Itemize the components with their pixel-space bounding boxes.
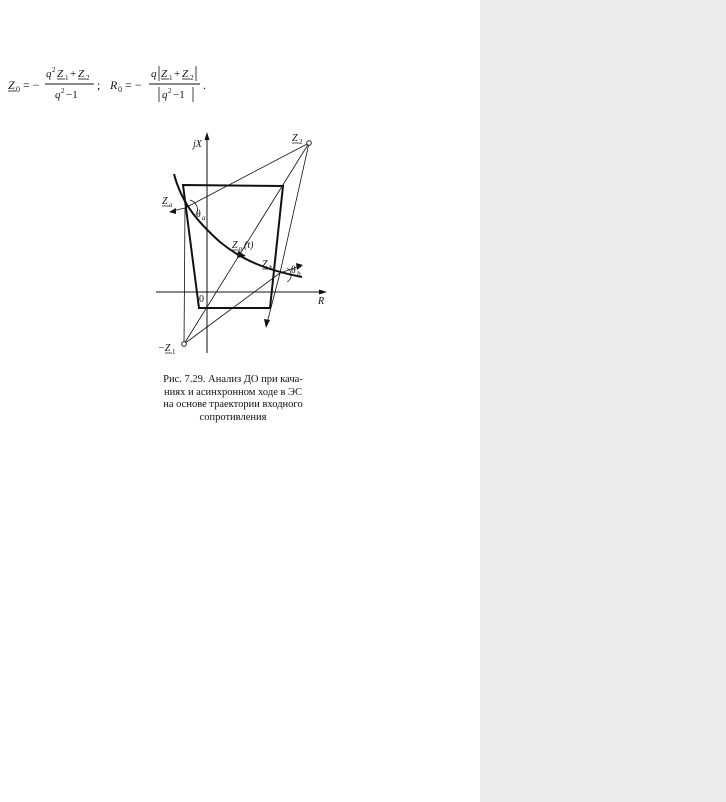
theta-a-label: θ bbox=[196, 209, 201, 220]
formula-num-q-exp: 2 bbox=[52, 66, 56, 74]
line-z2-to-zb bbox=[280, 143, 309, 273]
formula-r0-den-rest: −1 bbox=[173, 89, 185, 101]
formula-r0-equals-minus: = − bbox=[125, 78, 142, 92]
formula-r0-subscript: 0 bbox=[118, 85, 122, 94]
formula-period: . bbox=[203, 78, 206, 92]
zb-down-arrow-icon bbox=[264, 319, 270, 328]
formula-num-z2: Z bbox=[78, 68, 85, 80]
formula-den-rest: −1 bbox=[66, 89, 78, 101]
line-za-to-z2 bbox=[185, 143, 309, 208]
formula-num-z2-sub: 2 bbox=[86, 74, 90, 82]
zp-subscript: p bbox=[239, 245, 243, 253]
origin-label: 0 bbox=[199, 294, 204, 305]
jx-axis-label: jX bbox=[193, 139, 202, 150]
formula-den-q: q bbox=[55, 89, 61, 101]
zb-arrow-icon bbox=[296, 263, 303, 270]
caption-line: сопротивления bbox=[199, 411, 267, 423]
caption-line: Рис. 7.29. Анализ ДО при кача- bbox=[163, 374, 303, 385]
formula-num-plus: + bbox=[70, 68, 77, 80]
formula-r0-num-plus: + bbox=[174, 68, 181, 80]
theta-b-subscript: b bbox=[297, 270, 301, 278]
formula-r0-num-z2: Z bbox=[182, 68, 189, 80]
minus-z1-subscript: 1 bbox=[172, 348, 176, 356]
side-panel bbox=[480, 0, 726, 802]
za-label: Z bbox=[162, 196, 168, 207]
formula-r0-symbol: R bbox=[110, 78, 118, 92]
formula-z0-r0 bbox=[8, 62, 228, 108]
formula-r0-num-z2-sub: 2 bbox=[190, 74, 194, 82]
za-subscript: a bbox=[169, 201, 173, 209]
formula-r0-num-q: q bbox=[151, 68, 157, 80]
caption-line: на основе траектории входного bbox=[163, 399, 303, 410]
impedance-trajectory-diagram bbox=[150, 127, 340, 357]
minus-z1-point bbox=[182, 342, 187, 347]
formula-num-z1-sub: 1 bbox=[65, 74, 69, 82]
jx-axis-arrow-icon bbox=[205, 132, 210, 140]
z2-subscript: 2 bbox=[299, 138, 303, 146]
zb-subscript: b bbox=[269, 264, 273, 272]
zp-argument: (t) bbox=[244, 240, 254, 251]
formula-z0-subscript: 0 bbox=[16, 85, 20, 94]
figure-caption bbox=[150, 374, 316, 424]
formula-equals-minus: = − bbox=[23, 78, 40, 92]
zp-label: Z bbox=[232, 240, 238, 251]
formula-r0-den-q-exp: 2 bbox=[168, 87, 172, 95]
zb-label: Z bbox=[262, 259, 268, 270]
formula-separator: ; bbox=[97, 78, 101, 92]
r-axis-label: R bbox=[318, 296, 325, 307]
formula-num-q: q bbox=[46, 68, 52, 80]
formula-r0-den-q: q bbox=[162, 89, 168, 101]
formula-den-q-exp: 2 bbox=[61, 87, 65, 95]
theta-a-subscript: a bbox=[202, 214, 206, 222]
caption-line: ниях и асинхронном ходе в ЭС bbox=[164, 386, 302, 398]
r-axis-arrow-icon bbox=[319, 290, 327, 295]
minus-z1-label: −Z bbox=[158, 343, 171, 354]
formula-r0-num-z1: Z bbox=[161, 68, 168, 80]
formula-z0-symbol: Z bbox=[8, 78, 15, 92]
z2-point bbox=[307, 141, 312, 146]
line-minus-z1-to-za bbox=[184, 208, 185, 344]
formula-num-z1: Z bbox=[57, 68, 64, 80]
formula-r0-num-z1-sub: 1 bbox=[169, 74, 173, 82]
theta-b-label: θ bbox=[291, 265, 296, 276]
z2-label: Z bbox=[292, 133, 298, 144]
